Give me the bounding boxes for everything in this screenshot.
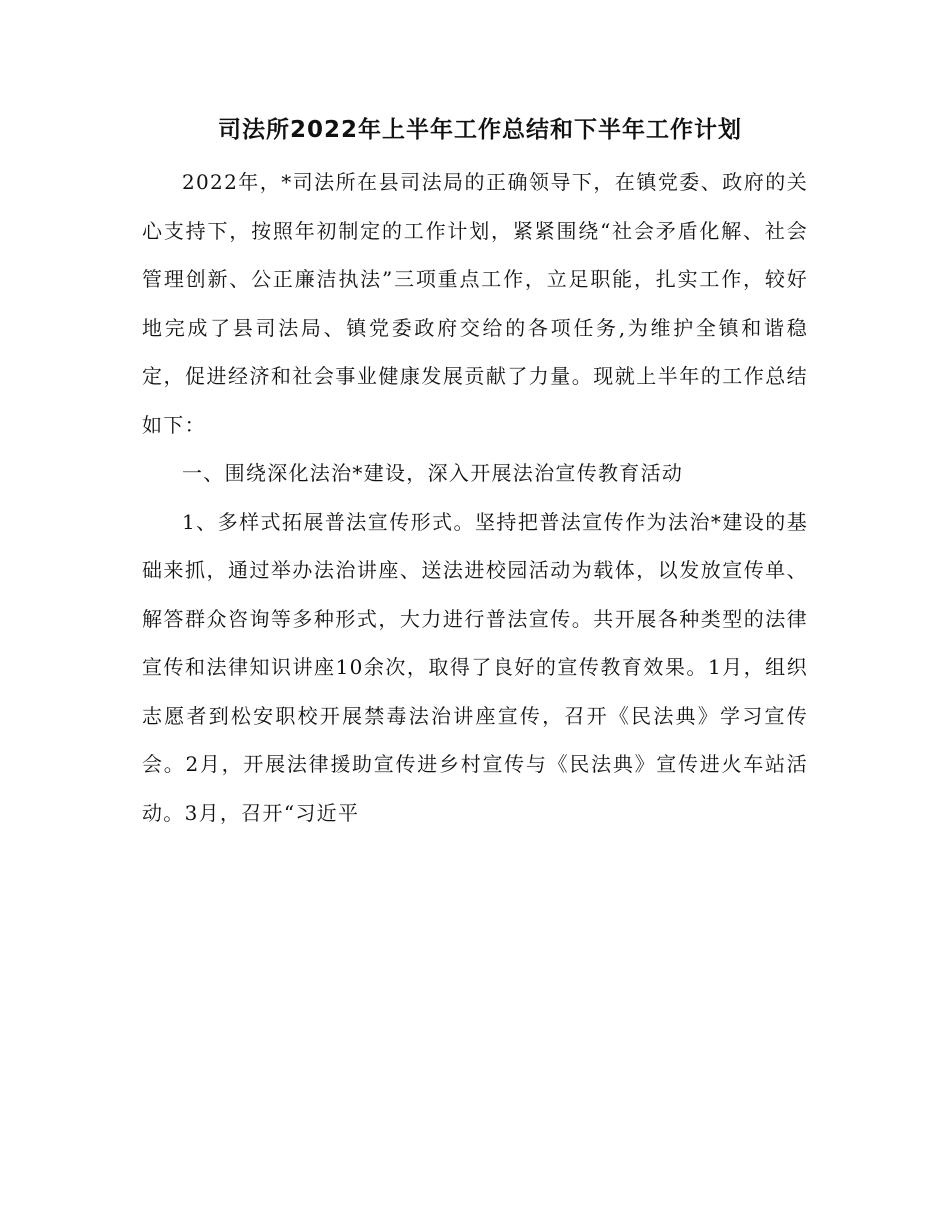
- document-page: [142, 112, 808, 837]
- intro-paragraph: 2022年，*司法所在县司法局的正确领导下，在镇党委、政府的关心支持下，按照年初制定的工作计划，紧紧围绕“社会矛盾化解、社会管理创新、公正廉洁执法”三项重点工作，立足职能，扎实工作，较好地完成了县司法局、镇党委政府交给的各项任务,为维护全镇和谐稳定，促进经济和社会事业健康发展贡献了力量。现就上半年的工作总结如下：: [142, 170, 808, 437]
- section-heading: 一、围绕深化法治*建设，深入开展法治宣传教育活动: [182, 461, 684, 485]
- section-item-paragraph: 1、多样式拓展普法宣传形式。坚持把普法宣传作为法治*建设的基础来抓，通过举办法治讲座、送法进校园活动为载体，以发放宣传单、解答群众咨询等多种形式，大力进行普法宣传。共开展各种类型的法律宣传和法律知识讲座10余次，取得了良好的宣传教育效果。1月，组织志愿者到松安职校开展禁毒法治讲座宣传，召开《民法典》学习宣传会。2月，开展法律援助宣传进乡村宣传与《民法典》宣传进火车站活动。3月，召开“习近平: [142, 509, 808, 825]
- document-title: 司法所2022年上半年工作总结和下半年工作计划: [217, 117, 742, 143]
